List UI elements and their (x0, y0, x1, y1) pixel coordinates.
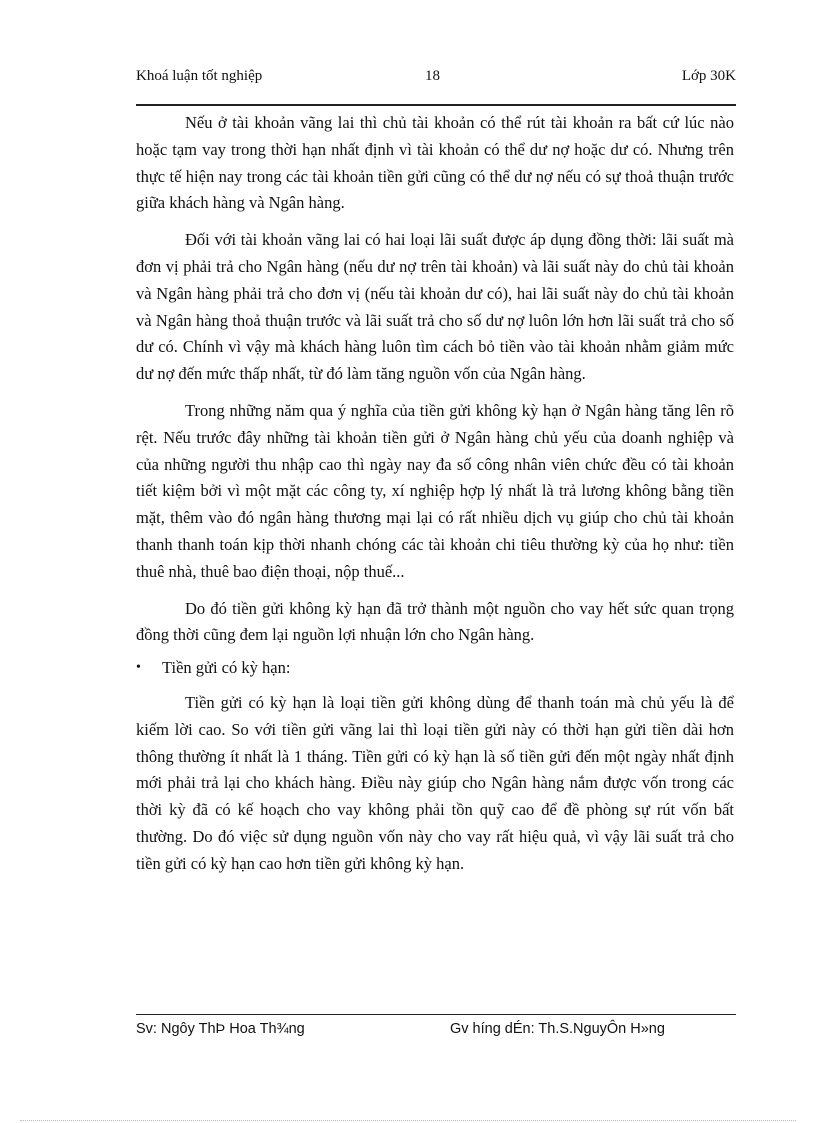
footer-student: Sv: Ngôy ThÞ Hoa Th¾ng (136, 1021, 305, 1037)
page-header (136, 64, 736, 90)
document-body (136, 110, 734, 888)
bullet-text: Tiền gửi có kỳ hạn: (162, 658, 291, 678)
paragraph-2: Đối với tài khoản vãng lai có hai loại lãi suất được áp dụng đồng thời: lãi suất mà đơn vị phải trả cho Ngân hàng (nếu dư nợ trên tài khoản) và lãi suất này do chủ tài khoản và Ngân hàng phải trả cho đơn vị (nếu tài khoản dư có), hai lãi suất này do chủ tài khoản và Ngân hàng thoả thuận trước và lãi suất trả cho số dư nợ luôn lớn hơn lãi suất trả cho số dư có. Chính vì vậy mà khách hàng luôn tìm cách bỏ tiền vào tài khoản nhằm giảm mức dư nợ đến mức thấp nhất, từ đó làm tăng nguồn vốn của Ngân hàng. (136, 230, 734, 384)
header-class: Lớp 30K (681, 68, 736, 84)
footer-divider (136, 1014, 736, 1015)
paragraph-5: Tiền gửi có kỳ hạn là loại tiền gửi không dùng để thanh toán mà chủ yếu là để kiếm lời cao. So với tiền gửi vãng lai thì loại tiền gửi này có thời hạn gửi tiền dài hơn thông thường ít nhất là 1 tháng. Tiền gửi có kỳ hạn là số tiền gửi đến một ngày nhất định mới phải trả lại cho khách hàng. Điều này giúp cho Ngân hàng nắm được vốn trong các thời kỳ đã có kế hoạch cho vay không phải tồn quỹ cao để đề phòng sự rút vốn bất thường. Do đó việc sử dụng nguồn vốn này cho vay rất hiệu quả, vì vậy lãi suất trả cho tiền gửi có kỳ hạn cao hơn tiền gửi không kỳ hạn. (136, 692, 734, 873)
paragraph-4: Do đó tiền gửi không kỳ hạn đã trở thành một nguồn cho vay hết sức quan trọng đồng thời cũng đem lại nguồn lợi nhuận lớn cho Ngân hàng. (136, 598, 734, 645)
bullet-icon: • (136, 660, 141, 676)
header-divider (136, 104, 736, 106)
header-thesis-title: Khoá luận tốt nghiệp (136, 68, 263, 84)
footer-advisor: Gv híng dÉn: Th.S.NguyÔn H»ng (450, 1021, 665, 1037)
paragraph-3: Trong những năm qua ý nghĩa của tiền gửi không kỳ hạn ở Ngân hàng tăng lên rõ rệt. Nếu trước đây những tài khoản tiền gửi ở Ngân hàng chủ yếu của doanh nghiệp và của những người thu nhập cao thì ngày nay đa số công nhân viên chức đều có tài khoản tiết kiệm bởi vì một mặt các công ty, xí nghiệp hợp lý nhất là trả lương không bằng tiền mặt, thêm vào đó ngân hàng thương mại lại có rất nhiều dịch vụ giúp cho chủ tài khoản thanh thanh toán kịp thời nhanh chóng các tài khoản chi tiêu thường kỳ của họ như: tiền thuê nhà, thuê bao điện thoại, nộp thuế... (136, 400, 734, 581)
bullet-item (136, 655, 734, 682)
paragraph-1: Nếu ở tài khoản vãng lai thì chủ tài khoản có thể rút tài khoản ra bất cứ lúc nào hoặc tạm vay trong thời hạn nhất định vì tài khoản có thể dư nợ hoặc dư có. Nhưng trên thực tế hiện nay trong các tài khoản tiền gửi cũng có thể dư nợ nếu có sự thoả thuận trước giữa khách hàng và Ngân hàng. (136, 113, 734, 213)
header-page-number: 18 (425, 68, 440, 84)
page-bottom-border (20, 1120, 796, 1121)
